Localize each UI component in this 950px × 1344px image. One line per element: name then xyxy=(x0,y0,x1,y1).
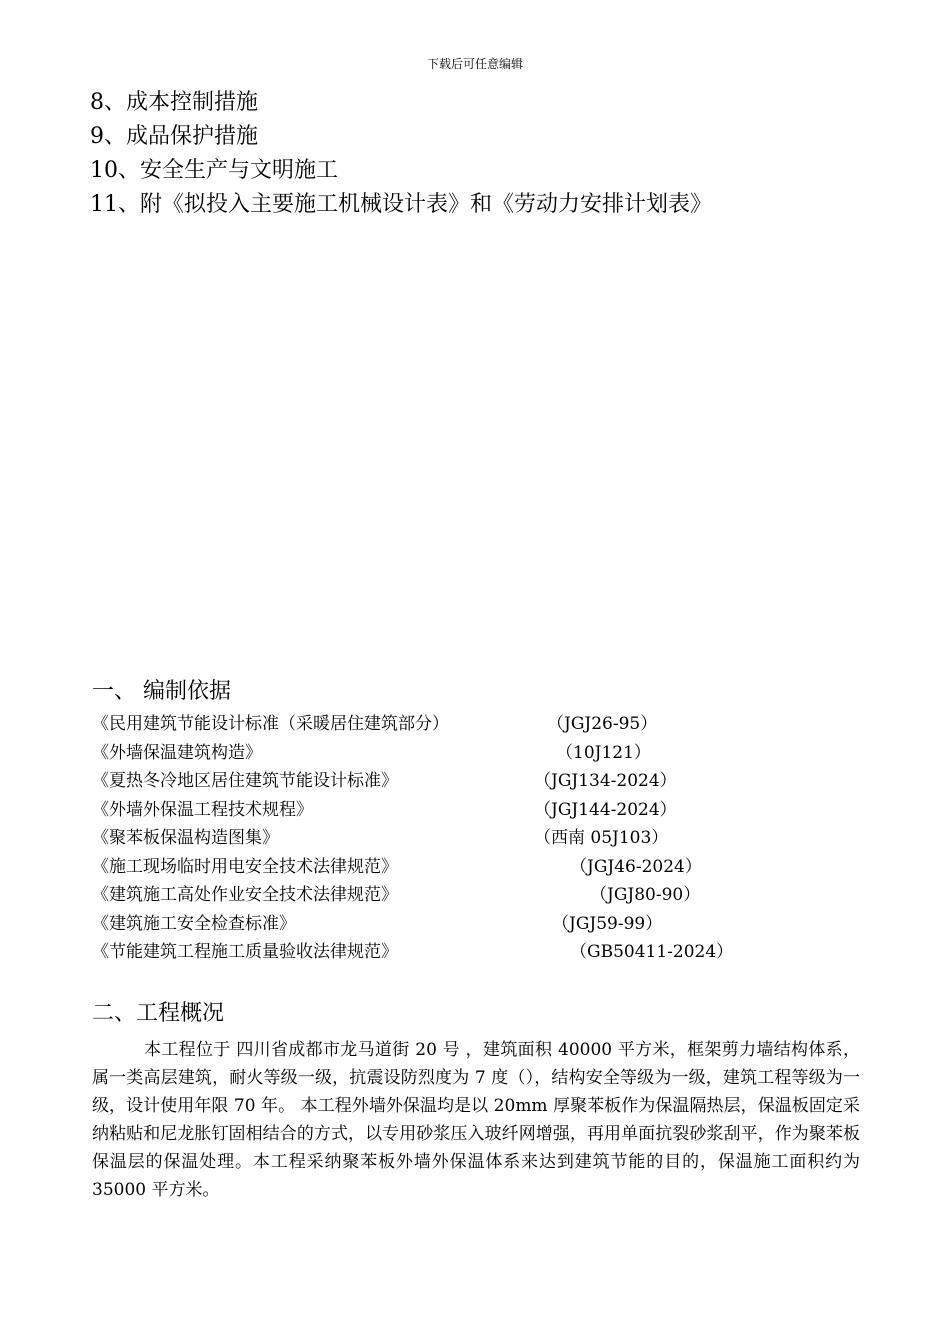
toc-item: 9、成品保护措施 xyxy=(90,124,258,149)
reference-item xyxy=(92,881,892,910)
reference-code: （JGJ46-2024） xyxy=(570,856,702,877)
reference-item xyxy=(92,938,892,967)
reference-name: 《建筑施工安全检查标准》 xyxy=(92,913,296,934)
reference-item xyxy=(92,824,892,853)
reference-code: （10J121） xyxy=(556,742,651,763)
reference-code: （JGJ26-95） xyxy=(547,714,658,734)
reference-code: （JGJ134-2024） xyxy=(534,771,677,791)
toc-item: 8、成本控制措施 xyxy=(90,90,258,115)
reference-name: 《聚苯板保温构造图集》 xyxy=(92,828,279,848)
reference-code: （JGJ80-90） xyxy=(590,885,701,905)
reference-list xyxy=(92,710,892,967)
page-header-note: 下载后可任意编辑 xyxy=(426,57,523,71)
project-overview-paragraph: 本工程位于 四川省成都市龙马道街 20 号 ，建筑面积 40000 平方米，框架剪力墙结构体系，属一类高层建筑，耐火等级一级，抗震设防烈度为 7 度（），结构安全等级为一级，建筑工程等级为一级，设计使用年限 70 年。 本工程外墙外保温均是以 20mm 厚聚苯板作为保温隔热层，保温板固定采纳粘贴和尼龙胀钉固相结合的方式，以专用砂浆压入玻纤网增强，再用单面抗裂砂浆刮平，作为聚苯板保温层的保温处理。本工程采纳聚苯板外墙外保温体系来达到建筑节能的目的，保温施工面积约为 35000 平方米。 xyxy=(92,1040,860,1200)
reference-name: 《建筑施工高处作业安全技术法律规范》 xyxy=(92,885,398,905)
toc-item: 11、附《拟投入主要施工机械设计表》和《劳动力安排计划表》 xyxy=(90,192,712,217)
reference-code: （JGJ144-2024） xyxy=(534,799,677,820)
reference-code: （GB50411-2024） xyxy=(570,942,734,962)
reference-name: 《施工现场临时用电安全技术法律规范》 xyxy=(92,856,398,877)
section-title-basis: 一、 编制依据 xyxy=(92,679,231,704)
reference-name: 《夏热冬冷地区居住建筑节能设计标准》 xyxy=(92,771,398,791)
reference-item xyxy=(92,796,892,825)
table-of-contents xyxy=(90,86,712,222)
reference-code: （西南 05J103） xyxy=(534,828,669,848)
reference-item xyxy=(92,853,892,882)
reference-item xyxy=(92,910,892,939)
reference-item xyxy=(92,767,892,796)
reference-name: 《外墙保温建筑构造》 xyxy=(92,742,262,763)
reference-name: 《民用建筑节能设计标准（采暖居住建筑部分） xyxy=(92,714,449,734)
reference-name: 《外墙外保温工程技术规程》 xyxy=(92,799,313,820)
section-title-overview: 二、工程概况 xyxy=(92,1001,225,1026)
reference-name: 《节能建筑工程施工质量验收法律规范》 xyxy=(92,942,398,962)
reference-item xyxy=(92,739,892,768)
reference-code: （JGJ59-99） xyxy=(552,913,663,934)
reference-item xyxy=(92,710,892,739)
toc-item: 10、安全生产与文明施工 xyxy=(90,158,338,183)
